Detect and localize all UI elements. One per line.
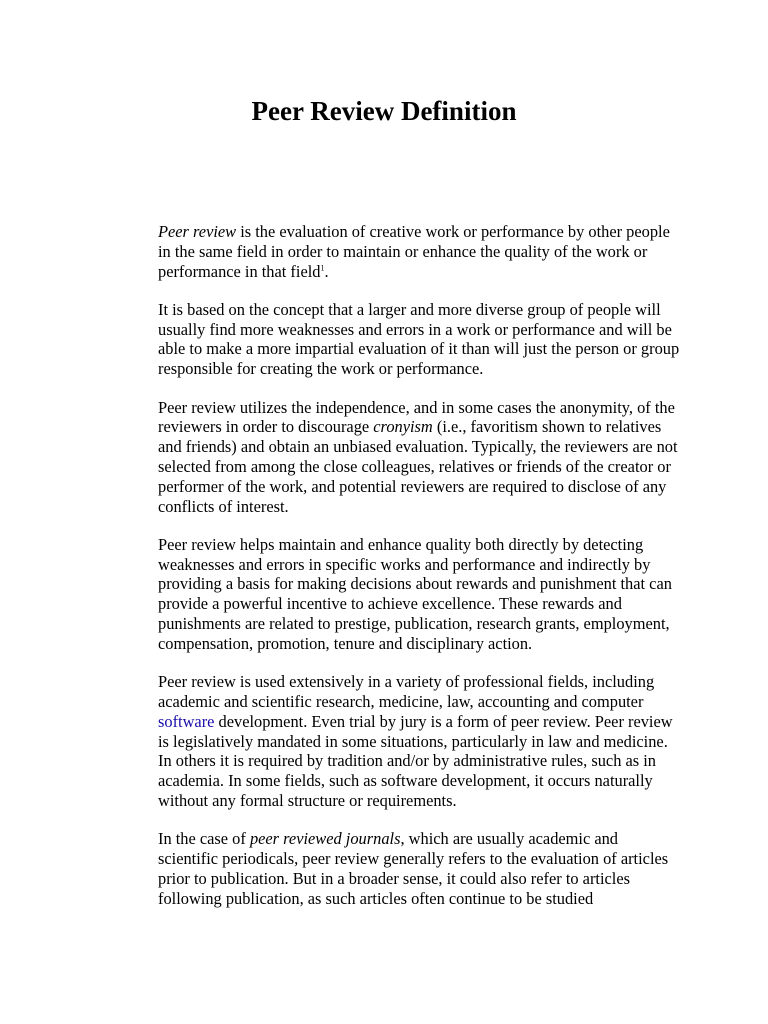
software-link[interactable]: software	[158, 711, 215, 731]
paragraph-text-end: .	[324, 261, 329, 281]
term-peer-reviewed-journals: peer reviewed journals	[249, 829, 401, 849]
paragraph-text: is the evaluation of creative work or performance by other people in the same field in order to maintain or enhance the quality of the work or performance in that field	[158, 222, 670, 281]
paragraph-text: , which are usually academic and scientific periodicals, peer review generally refers to the evaluation of articles prior to publication. But in a broader sense, it could also refer to articles following publication, as such articles often continue to be studied	[158, 829, 669, 908]
paragraph-definition	[158, 222, 682, 281]
page-title: Peer Review Definition	[251, 96, 517, 126]
paragraph-text: In the case of	[158, 829, 250, 849]
paragraph-fields	[158, 672, 682, 811]
footnote-marker: 1	[320, 263, 325, 273]
paragraph-text: development. Even trial by jury is a form of peer review. Peer review is legislatively mandated in some situations, particularly in law and medicine. In others it is required by tradition and/or by administrative rules, such as in academia. In some fields, such as software development, it occurs naturally without any formal structure or requirements.	[158, 711, 673, 810]
document-body	[158, 222, 682, 927]
paragraph-text: Peer review utilizes the independence, and in some cases the anonymity, of the reviewers in order to discourage	[158, 397, 675, 437]
paragraph-concept: It is based on the concept that a larger and more diverse group of people will usually find more weaknesses and errors in a work or performance and will be able to make a more impartial evaluation of it than will just the person or group responsible for creating the work or performance.	[158, 299, 680, 379]
term-cronyism: cronyism	[373, 417, 433, 437]
paragraph-independence	[158, 398, 682, 517]
paragraph-quality: Peer review helps maintain and enhance quality both directly by detecting weaknesses and errors in specific works and performance and indirectly by providing a basis for making decisions about rewards and punishment that can provide a powerful incentive to achieve excellence. These rewards and punishments are related to prestige, publication, research grants, employment, compensation, promotion, tenure and disciplinary action.	[158, 534, 672, 653]
paragraph-journals	[158, 829, 682, 908]
paragraph-text: (i.e., favoritism shown to relatives and friends) and obtain an unbiased evaluation. Typically, the reviewers are not selected from among the close colleagues, relatives or friends of the creator or performer of the work, and potential reviewers are required to disclose of any conflicts of interest.	[158, 417, 678, 516]
term-peer-review: Peer review	[158, 222, 237, 241]
paragraph-text: Peer review is used extensively in a variety of professional fields, including academic and scientific research, medicine, law, accounting and computer	[158, 672, 655, 711]
